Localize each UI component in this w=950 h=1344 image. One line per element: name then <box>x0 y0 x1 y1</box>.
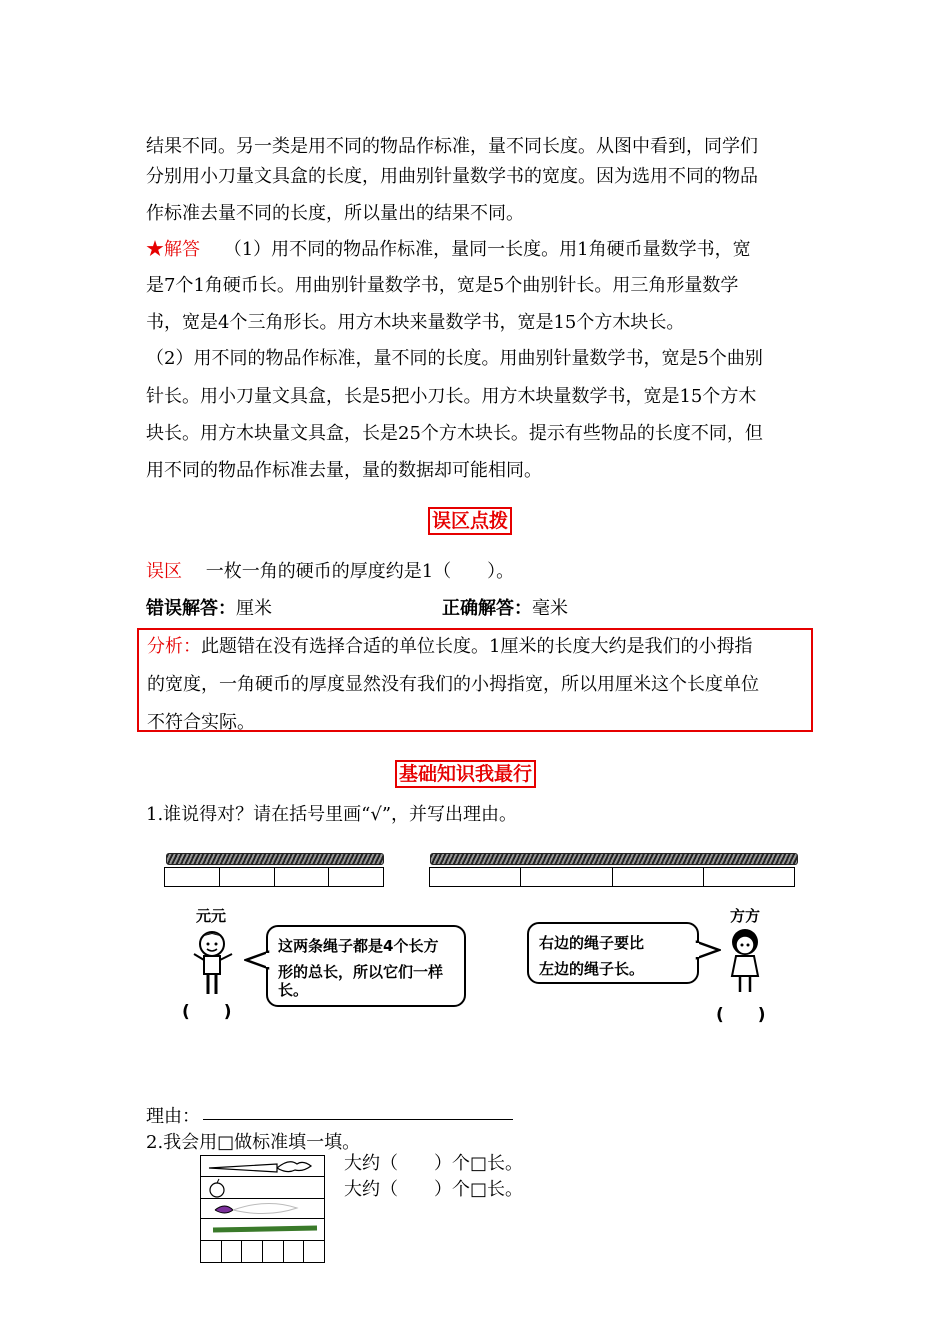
analysis-box <box>137 628 813 732</box>
mistake-label: 误区 <box>146 561 182 582</box>
right-rope <box>430 853 798 865</box>
right-character-name: 方方 <box>730 907 761 925</box>
right-speech-line-1: 右边的绳子要比 <box>539 934 645 952</box>
reason-input-line[interactable] <box>203 1119 513 1120</box>
question-2: 2.我会用□做标准填一填。 <box>146 1132 361 1153</box>
answer-line-2: 是7个1角硬币长。用曲别针量数学书，宽是5个曲别针长。用三角形量数学 <box>146 275 739 296</box>
answer-line-3: 书，宽是4个三角形长。用方木块来量数学书，宽是15个方木块长。 <box>146 312 685 333</box>
measure-illustration <box>200 1155 325 1263</box>
left-speech-line-2: 形的总长，所以它们一样 <box>278 963 444 981</box>
left-speech-line-3: 长。 <box>278 981 309 999</box>
left-answer-parentheses[interactable]: ( ) <box>182 1002 232 1022</box>
analysis-line-3: 不符合实际。 <box>147 712 255 733</box>
right-speech-bubble <box>527 922 699 984</box>
right-answer-label: 正确解答： <box>442 598 532 619</box>
left-rectangles-bar <box>164 867 384 887</box>
fill-blank-2[interactable]: 大约（ ）个□长。 <box>344 1179 524 1200</box>
right-bubble-tail <box>695 940 721 960</box>
girl-figure-icon <box>722 926 768 998</box>
left-rope <box>166 853 384 865</box>
right-answer-value: 毫米 <box>532 598 568 619</box>
boy-figure-icon <box>190 928 240 998</box>
analysis-label: 分析： <box>147 636 201 657</box>
wrong-answer-label: 错误解答： <box>146 598 236 619</box>
answers-line <box>146 590 814 628</box>
carrot-apple-eggplant-icon <box>207 1158 319 1238</box>
answer-line-1 <box>146 231 814 269</box>
intro-line-2: 分别用小刀量文具盒的长度，用曲别针量数学书的宽度。因为选用不同的物品 <box>146 166 758 187</box>
question-1: 1.谁说得对？请在括号里画“√”，并写出理由。 <box>146 804 518 825</box>
answer-line-5: 针长。用小刀量文具盒，长是5把小刀长。用方木块量数学书，宽是15个方木 <box>146 386 757 407</box>
unit-squares-row <box>201 1240 324 1262</box>
analysis-line-2: 的宽度，一角硬币的厚度显然没有我们的小拇指宽，所以用厘米这个长度单位 <box>147 674 759 695</box>
left-character-name: 元元 <box>196 907 227 925</box>
right-rectangles-bar <box>429 867 795 887</box>
answer-text-1: （1）用不同的物品作标准，量同一长度。用1角硬币量数学书，宽 <box>223 239 751 260</box>
analysis-line-1: 此题错在没有选择合适的单位长度。1厘米的长度大约是我们的小拇指 <box>201 636 753 657</box>
left-bubble-tail <box>244 950 270 970</box>
right-speech-line-2: 左边的绳子长。 <box>539 960 645 978</box>
fill-blank-1[interactable]: 大约（ ）个□长。 <box>344 1153 524 1174</box>
wrong-answer-value: 厘米 <box>236 598 272 619</box>
reason-label: 理由： <box>146 1106 200 1127</box>
answer-label: ★解答 <box>146 239 200 260</box>
answer-line-4: （2）用不同的物品作标准，量不同的长度。用曲别针量数学书，宽是5个曲别 <box>146 348 763 369</box>
intro-line-1: 结果不同。另一类是用不同的物品作标准，量不同长度。从图中看到，同学们 <box>146 136 758 157</box>
analysis-text <box>147 628 807 742</box>
left-speech-bubble <box>266 925 466 1007</box>
section-title-mistake: 误区点拨 <box>428 507 512 535</box>
mistake-question: 一枚一角的硬币的厚度约是1（ ）。 <box>205 561 515 582</box>
left-speech-line-1: 这两条绳子都是4个长方 <box>278 937 439 955</box>
answer-line-6: 块长。用方木块量文具盒，长是25个方木块长。提示有些物品的长度不同，但 <box>146 423 763 444</box>
answer-line-7: 用不同的物品作标准去量，量的数据却可能相同。 <box>146 460 542 481</box>
section-title-basic: 基础知识我最行 <box>395 760 536 788</box>
intro-line-3: 作标准去量不同的长度，所以量出的结果不同。 <box>146 203 524 224</box>
mistake-question-line <box>146 553 814 591</box>
right-answer-parentheses[interactable]: ( ) <box>716 1005 766 1025</box>
